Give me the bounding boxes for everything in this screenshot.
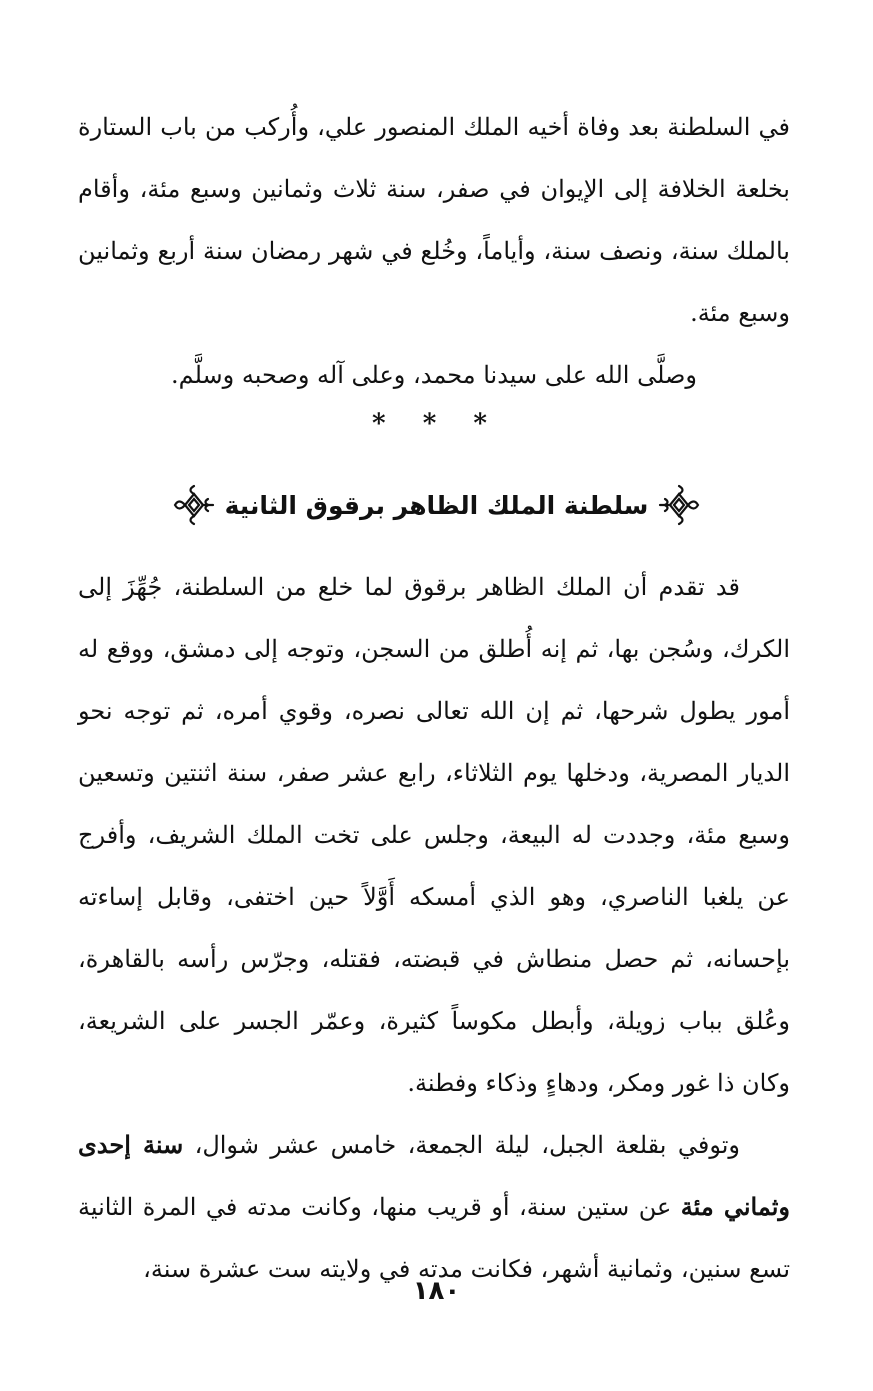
section-separator: * * * bbox=[372, 409, 501, 439]
arabesque-ornament-icon bbox=[171, 482, 217, 528]
section-body bbox=[78, 556, 790, 1300]
arabesque-ornament-icon bbox=[656, 482, 702, 528]
paragraph-text: وتوفي بقلعة الجبل، ليلة الجمعة، خامس عشر شوال، bbox=[183, 1131, 740, 1159]
continued-paragraph: في السلطنة بعد وفاة أخيه الملك المنصور علي، وأُركب من باب الستارة بخلعة الخلافة إلى الإيوان في صفر، سنة ثلاث وثمانين وسبع مئة، وأقام بالملك سنة، ونصف سنة، وأياماً، وخُلع في شهر رمضان سنة أربع وثمانين وسبع مئة. bbox=[78, 113, 790, 327]
paragraph-text: عن ستين سنة، أو قريب منها، وكانت مدته في المرة الثانية تسع سنين، وثمانية أشهر، فكانت مدته في ولايته ست عشرة سنة، bbox=[78, 1193, 790, 1283]
bold-date-text: سنة إحدى وثماني مئة bbox=[78, 1130, 790, 1221]
section-title: سلطنة الملك الظاهر برقوق الثانية bbox=[224, 490, 649, 520]
continued-text-block bbox=[78, 96, 790, 406]
section-paragraph-2 bbox=[78, 1114, 790, 1300]
section-paragraph-1: قد تقدم أن الملك الظاهر برقوق لما خلع من السلطنة، جُهِّزَ إلى الكرك، وسُجن بها، ثم إنه أُطلق من السجن، وتوجه إلى دمشق، ووقع له أمور يطول شرحها، ثم إن الله تعالى نصره، وقوي أمره، ثم توجه نحو الديار المصرية، ودخلها يوم الثلاثاء، رابع عشر صفر، سنة اثنتين وتسعين وسبع مئة، وجددت له البيعة، وجلس على تخت الملك الشريف، وأفرج عن يلغبا الناصري، وهو الذي أمسكه أَوَّلاً حين اختفى، وقابل إساءته بإحسانه، ثم حصل منطاش في قبضته، فقتله، وجرّس رأسه بالقاهرة، وعُلق بباب زويلة، وأبطل مكوساً كثيرة، وعمّر الجسر على الشريعة، وكان ذا غور ومكر، ودهاءٍ وذكاء وفطنة. bbox=[78, 573, 791, 1097]
section-heading bbox=[0, 482, 873, 528]
salutation-line: وصلَّى الله على سيدنا محمد، وعلى آله وصحبه وسلَّم. bbox=[170, 361, 698, 389]
page-number: ١٨٠ bbox=[412, 1276, 461, 1306]
